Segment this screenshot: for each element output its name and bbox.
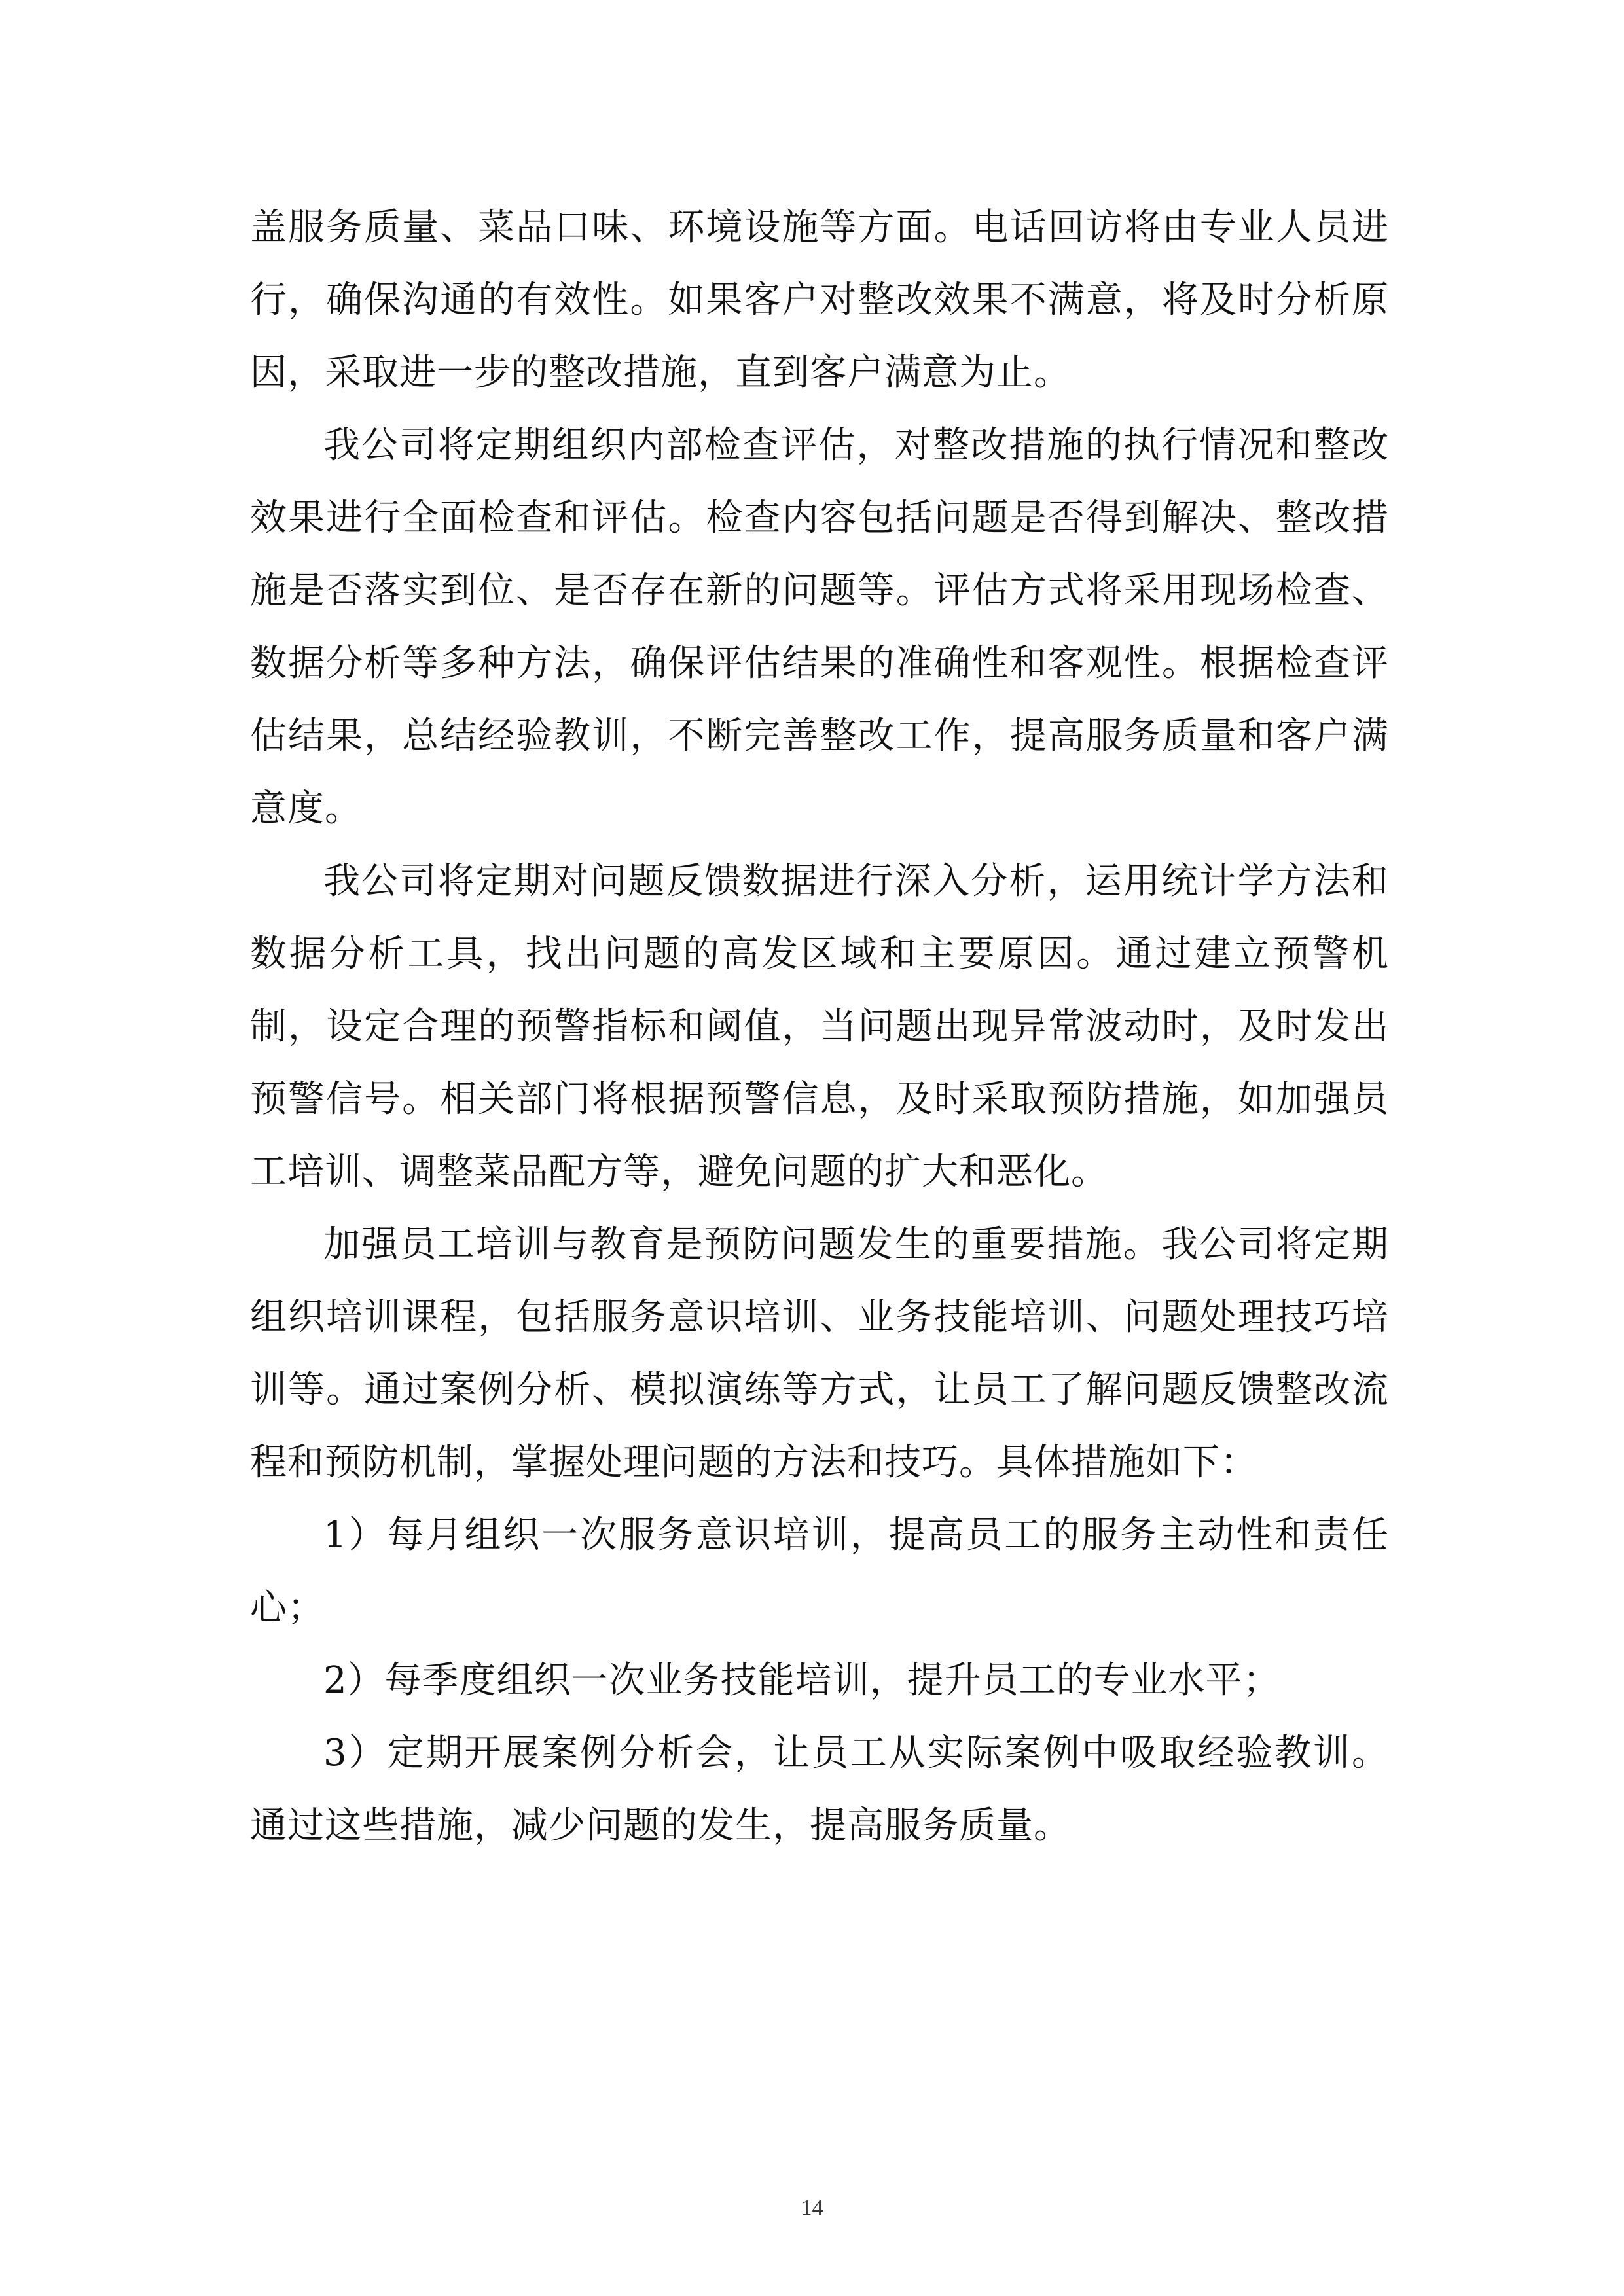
paragraph-continuation: 盖服务质量、菜品口味、环境设施等方面。电话回访将由专业人员进行，确保沟通的有效性。如果客户对整改效果不满意，将及时分析原因，采取进一步的整改措施，直到客户满意为止。 <box>250 206 1389 394</box>
list-item-quarterly-training: 2）每季度组织一次业务技能培训，提升员工的专业水平； <box>323 1659 1280 1702</box>
list-item-case-analysis: 3）定期开展案例分析会，让员工从实际案例中吸取经验教训。通过这些措施，减少问题的发生，提高服务质量。 <box>250 1732 1389 1847</box>
page-number: 14 <box>801 2196 823 2220</box>
paragraph-data-analysis: 我公司将定期对问题反馈数据进行深入分析，运用统计学方法和数据分析工具，找出问题的高发区域和主要原因。通过建立预警机制，设定合理的预警指标和阈值，当问题出现异常波动时，及时发出预警信号。相关部门将根据预警信息，及时采取预防措施，如加强员工培训、调整菜品配方等，避免问题的扩大和恶化。 <box>250 860 1389 1193</box>
document-body <box>250 191 1389 1862</box>
paragraph-internal-inspection: 我公司将定期组织内部检查评估，对整改措施的执行情况和整改效果进行全面检查和评估。检查内容包括问题是否得到解决、整改措施是否落实到位、是否存在新的问题等。评估方式将采用现场检查、数据分析等多种方法，确保评估结果的准确性和客观性。根据检查评估结果，总结经验教训，不断完善整改工作，提高服务质量和客户满意度。 <box>250 424 1389 830</box>
paragraph-staff-training: 加强员工培训与教育是预防问题发生的重要措施。我公司将定期组织培训课程，包括服务意识培训、业务技能培训、问题处理技巧培训等。通过案例分析、模拟演练等方式，让员工了解问题反馈整改流程和预防机制，掌握处理问题的方法和技巧。具体措施如下： <box>250 1223 1389 1484</box>
list-item-monthly-training: 1）每月组织一次服务意识培训，提高员工的服务主动性和责任心； <box>250 1514 1389 1629</box>
